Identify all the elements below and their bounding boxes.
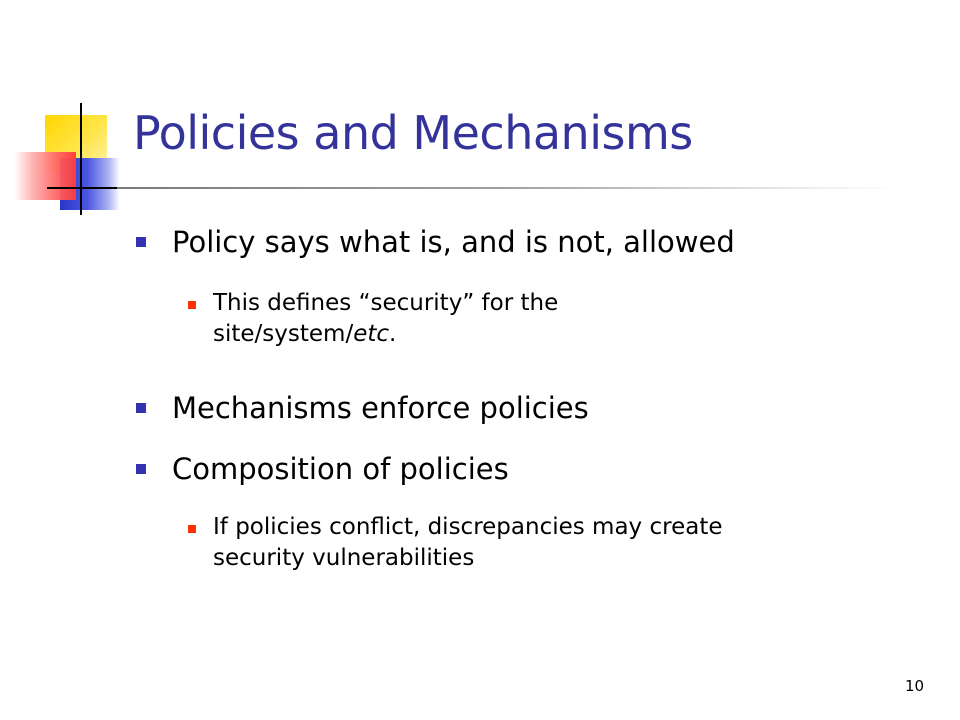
- bullet-item: [136, 451, 936, 487]
- sub-bullet-item: [188, 512, 748, 574]
- sub-bullet-item: [188, 288, 748, 350]
- bullet-text: Composition of policies: [172, 452, 509, 486]
- bullet-text: Policy says what is, and is not, allowed: [172, 225, 735, 259]
- sub-bullet-text: [188, 288, 748, 350]
- bullet-text: Mechanisms enforce policies: [172, 391, 589, 425]
- bullet-item: [136, 390, 936, 426]
- bullet-item: [136, 224, 936, 260]
- sub-bullet-text-end: .: [389, 321, 397, 347]
- slide-title: Policies and Mechanisms: [133, 106, 693, 160]
- sub-bullet-text: If policies conflict, discrepancies may create security vulnerabilities: [213, 514, 723, 571]
- sub-bullet-text-main: This defines “security” for the site/system/: [213, 290, 559, 347]
- sub-bullet-text-emphasis: etc: [353, 321, 390, 347]
- page-number: 10: [905, 677, 925, 695]
